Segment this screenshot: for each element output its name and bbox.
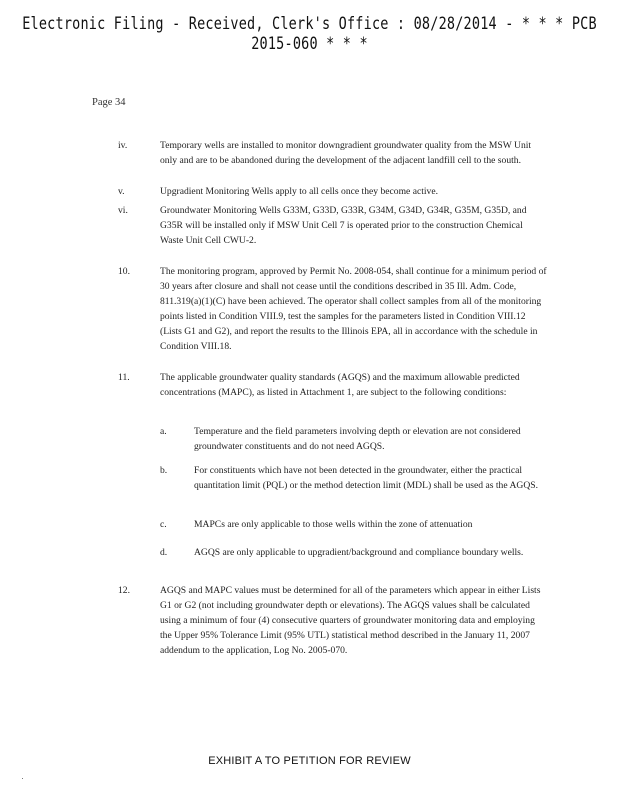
sub-item-letter: b. (160, 465, 168, 476)
sub-item-text: AGQS are only applicable to upgradient/background and compliance boundary wells. (194, 547, 524, 558)
page-number: Page 34 (92, 97, 126, 108)
item-number: 10. (118, 266, 130, 277)
sub-list-item (160, 517, 548, 532)
exhibit-footer: EXHIBIT A TO PETITION FOR REVIEW (208, 755, 411, 767)
sub-item-text: For constituents which have not been detected in the groundwater, either the practical quantitation limit (PQL) or the method detection limit (MDL) shall be used as the AGQS. (194, 465, 538, 491)
item-text: Groundwater Monitoring Wells G33M, G33D, G33R, G34M, G34D, G34R, G35M, G35D, and G35R will be installed only if MSW Unit Cell 7 is operated prior to the construction Chemical Waste Unit Cell CWU-2. (160, 205, 527, 246)
sub-list-item (160, 424, 548, 454)
item-number: 11. (118, 372, 130, 383)
item-text: AGQS and MAPC values must be determined for all of the parameters which appear in either Lists G1 or G2 (not including groundwater depth or elevations). The AGQS values shall be calculated using a minimum of four (4) consecutive quarters of groundwater monitoring data and employing the Upper 95% Tolerance Limit (95% UTL) statistical method described in the January 11, 2007 addendum to the application, Log No. 2005-070. (160, 585, 541, 656)
filing-stamp: Electronic Filing - Received, Clerk's Office : 08/28/2014 - * * * PCB 2015-060 * * * (22, 14, 597, 54)
list-item (118, 138, 548, 168)
sub-list-item (160, 545, 548, 560)
list-item (118, 184, 548, 199)
list-item (118, 370, 548, 400)
scan-speck (22, 778, 23, 779)
list-item (118, 583, 548, 658)
item-number: 12. (118, 585, 130, 596)
item-text: Temporary wells are installed to monitor downgradient groundwater quality from the MSW Unit only and are to be abandoned during the development of the adjacent landfill cell to the south. (160, 140, 532, 166)
item-text: The applicable groundwater quality standards (AGQS) and the maximum allowable predicted concentrations (MAPC), as listed in Attachment 1, are subject to the following conditions: (160, 372, 520, 398)
item-number: v. (118, 186, 125, 197)
sub-list-item (160, 463, 548, 493)
sub-item-letter: d. (160, 547, 168, 558)
list-item (118, 203, 548, 248)
item-text: The monitoring program, approved by Permit No. 2008-054, shall continue for a minimum period of 30 years after closure and shall not cease until the conditions described in 35 Ill. Adm. Code, 811.319(a)(1)(C) have been achieved. The operator shall collect samples from all of the monitoring points listed in Condition VIII.9, test the samples for the parameters listed in Condition VIII.12 (Lists G1 and G2), and report the results to the Illinois EPA, all in accordance with the schedule in Condition VIII.18. (160, 266, 547, 352)
sub-item-letter: c. (160, 519, 167, 530)
item-number: vi. (118, 205, 128, 216)
sub-item-text: Temperature and the field parameters involving depth or elevation are not considered groundwater constituents and do not need AGQS. (194, 426, 521, 452)
list-item (118, 264, 548, 354)
item-text: Upgradient Monitoring Wells apply to all cells once they become active. (160, 186, 438, 197)
sub-item-letter: a. (160, 426, 167, 437)
sub-item-text: MAPCs are only applicable to those wells within the zone of attenuation (194, 519, 473, 530)
item-number: iv. (118, 140, 128, 151)
